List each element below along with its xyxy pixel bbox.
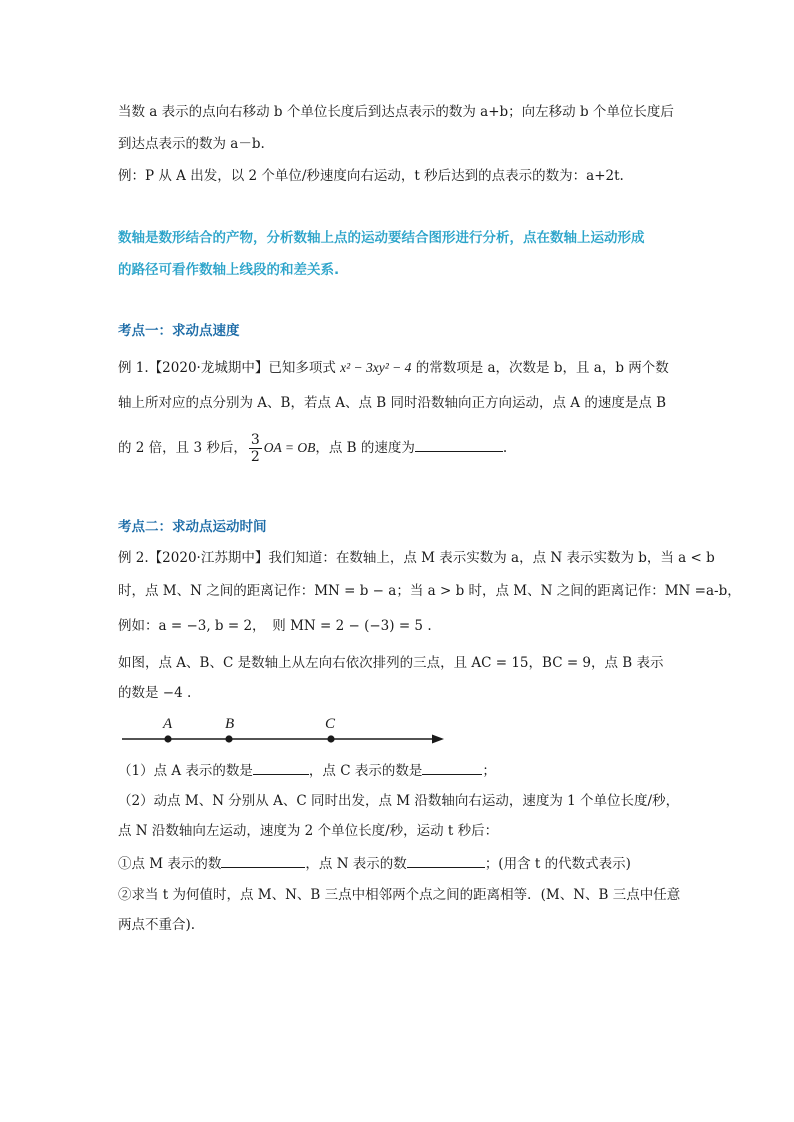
example-1-suffix: 的常数项是 a，次数是 b，且 a，b 两个数 — [411, 360, 669, 376]
point-a-dot — [164, 735, 171, 742]
question-2-line-1: （2）动点 M、N 分别从 A、C 同时出发，点 M 沿数轴向右运动，速度为 1 个单位长度/秒， — [118, 793, 680, 809]
question-1 — [118, 760, 496, 781]
polynomial-formula: x² − 3xy² − 4 — [340, 360, 412, 375]
answer-blank-c[interactable] — [422, 760, 482, 775]
fraction — [249, 432, 262, 465]
question-2-line-2: 点 N 沿数轴向左运动，速度为 2 个单位长度/秒，运动 t 秒后： — [118, 823, 499, 839]
answer-blank-m[interactable] — [221, 853, 305, 868]
intro-example: 例：P 从 A 出发，以 2 个单位/秒速度向右运动，t 秒后达到的点表示的数为：a+2t. — [118, 168, 624, 184]
example-1-l3-suffix: ，点 B 的速度为 — [315, 440, 415, 456]
tip-line-2: 的路径可看作数轴上线段的和差关系. — [118, 262, 340, 278]
axis-arrow-icon — [432, 735, 444, 744]
fraction-numerator: 3 — [250, 432, 260, 448]
example-1-prefix: 例 1.【2020·龙城期中】已知多项式 — [118, 360, 341, 376]
question-2-1-a: ①点 M 表示的数 — [118, 856, 222, 872]
section-heading-2: 考点二：求动点运动时间 — [118, 519, 267, 535]
ratio-equation: OA = OB — [263, 440, 316, 455]
example-2-line-5: 的数是 −4 . — [118, 685, 192, 701]
example-1-line-1 — [118, 358, 669, 378]
section-heading-1: 考点一：求动点速度 — [118, 323, 240, 339]
question-1-a: （1）点 A 表示的数是 — [118, 763, 253, 779]
answer-blank-n[interactable] — [407, 853, 485, 868]
example-2-line-1: 例 2.【2020·江苏期中】我们知道：在数轴上，点 M 表示实数为 a，点 N 表示实数为 b，当 a < b — [118, 550, 715, 566]
intro-line-1: 当数 a 表示的点向右移动 b 个单位长度后到达点表示的数为 a+b；向左移动 b 个单位长度后 — [118, 104, 674, 120]
question-2-part-1 — [118, 853, 631, 874]
example-1-line-2: 轴上所对应的点分别为 A、B，若点 A、点 B 同时沿数轴向正方向运动，点 A 的速度是点 B — [118, 395, 667, 411]
question-2-1-c: ；(用含 t 的代数式表示) — [484, 856, 631, 872]
axis-label-c: C — [325, 716, 336, 732]
example-1-l3-prefix: 的 2 倍，且 3 秒后， — [118, 440, 247, 456]
question-2-part-2-line-2: 两点不重合). — [118, 917, 196, 933]
axis-label-a: A — [163, 716, 173, 732]
question-2-1-b: ，点 N 表示的数 — [305, 856, 407, 872]
fraction-denominator: 2 — [250, 449, 260, 465]
tip-line-1: 数轴是数形结合的产物，分析数轴上点的运动要结合图形进行分析，点在数轴上运动形成 — [118, 230, 645, 246]
point-b-dot — [225, 735, 232, 742]
example-1-line-3 — [118, 430, 507, 466]
axis-label-b: B — [225, 716, 235, 732]
example-2-line-4: 如图，点 A、B、C 是数轴上从左向右依次排列的三点，且 AC = 15，BC = 9，点 B 表示 — [118, 655, 664, 671]
question-1-b: ，点 C 表示的数是 — [308, 763, 423, 779]
point-c-dot — [327, 735, 334, 742]
example-2-line-3: 例如：a = −3, b = 2， 则 MN = 2 − (−3) = 5 . — [118, 618, 432, 634]
example-2-line-2: 时，点 M、N 之间的距离记作：MN = b − a；当 a > b 时，点 M、N 之间的距离记作：MN =a-b， — [118, 583, 741, 599]
question-1-c: ； — [482, 763, 496, 779]
question-2-part-2-line-1: ②求当 t 为何值时，点 M、N、B 三点中相邻两个点之间的距离相等．(M、N、B 三点中任意 — [118, 887, 681, 903]
answer-blank-a[interactable] — [253, 760, 309, 775]
example-1-l3-end: . — [502, 440, 508, 456]
intro-line-2: 到达点表示的数为 a－b. — [118, 136, 265, 152]
answer-blank-speed[interactable] — [415, 437, 503, 452]
